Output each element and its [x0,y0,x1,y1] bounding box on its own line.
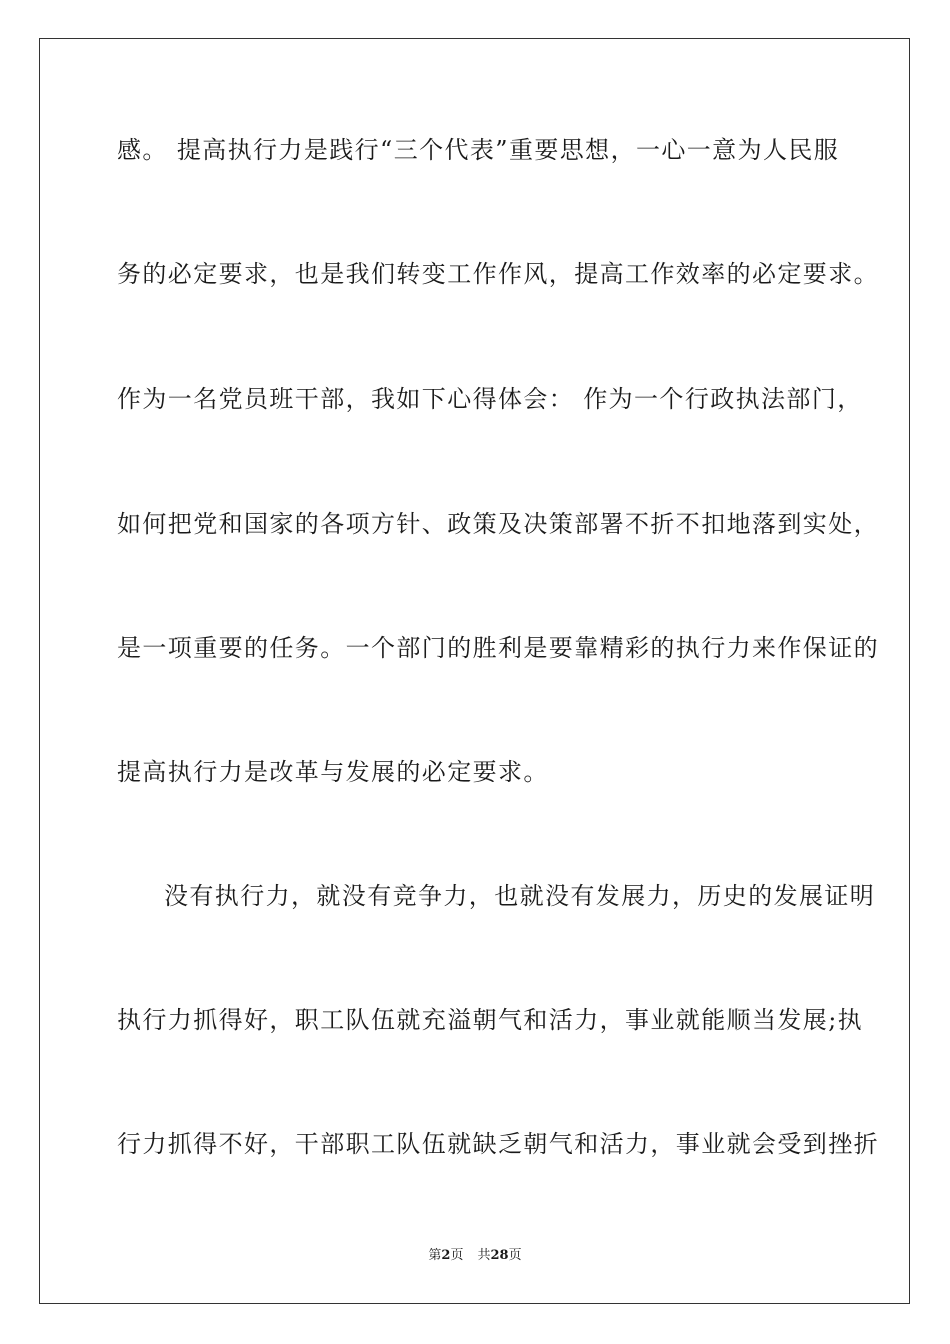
page-frame [39,38,910,1304]
text-line: 是一项重要的任务。一个部门的胜利是要靠精彩的执行力来作保证的 [117,634,879,662]
text-line: 提高执行力是改革与发展的必定要求。 [117,758,549,786]
page-prefix: 第 [428,1248,442,1263]
total-suffix: 页 [508,1248,522,1263]
page-number: 2 [441,1248,451,1263]
total-prefix: 共 [477,1248,491,1263]
text-line: 务的必定要求，也是我们转变工作作风，提高工作效率的必定要求。 [117,260,879,288]
text-line: 如何把党和国家的各项方针、政策及决策部署不折不扣地落到实处， [117,510,879,538]
text-line: 感。 提高执行力是践行“三个代表”重要思想，一心一意为人民服 [117,136,840,164]
text-line: 执行力抓得好，职工队伍就充溢朝气和活力，事业就能顺当发展;执 [117,1006,864,1034]
text-line: 作为一名党员班干部，我如下心得体会： 作为一个行政执法部门， [117,385,863,413]
page-suffix: 页 [450,1248,464,1263]
paragraph-first-line: 没有执行力，就没有竞争力，也就没有发展力，历史的发展证明 [164,882,876,910]
text-line: 行力抓得不好，干部职工队伍就缺乏朝气和活力，事业就会受到挫折 [117,1130,879,1158]
page-footer [0,1247,950,1265]
total-pages: 28 [490,1248,509,1263]
